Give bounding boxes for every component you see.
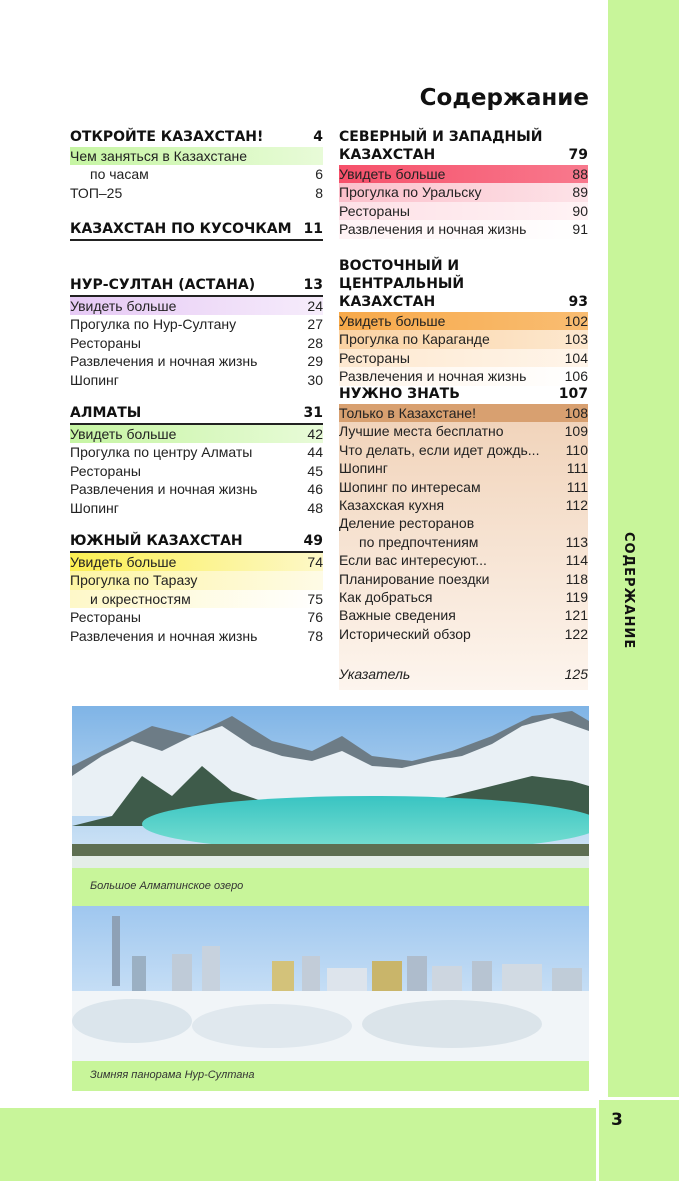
lake-photo-caption	[72, 868, 589, 906]
lake-photo	[72, 706, 589, 868]
toc-entry[interactable]	[339, 514, 588, 532]
toc-entry[interactable]	[339, 349, 588, 367]
entry-page: 122	[564, 625, 588, 642]
page-number-box	[596, 1097, 679, 1181]
entry-label: Шопинг по интересам	[339, 478, 481, 495]
toc-entry[interactable]	[70, 315, 323, 333]
entry-label: Только в Казахстане!	[339, 405, 476, 421]
entry-page: 109	[564, 423, 588, 440]
toc-entry[interactable]	[70, 571, 323, 589]
entry-label: Рестораны	[339, 349, 410, 366]
toc-entry[interactable]	[70, 608, 323, 626]
entry-page: 46	[307, 481, 323, 498]
toc-entry[interactable]	[339, 478, 588, 496]
entry-page: 102	[564, 313, 588, 329]
section-page: 107	[558, 386, 588, 402]
entry-page: 119	[565, 589, 588, 606]
entry-label: по предпочтениям	[359, 533, 479, 550]
toc-entry[interactable]	[70, 553, 323, 571]
entry-label: и окрестностям	[90, 590, 191, 607]
section-page: 4	[313, 129, 323, 145]
toc-entry[interactable]	[70, 425, 323, 443]
section-title: ЮЖНЫЙ КАЗАХСТАН	[70, 533, 243, 549]
toc-entry[interactable]	[70, 297, 323, 315]
entry-page: 6	[315, 166, 323, 183]
toc-entry[interactable]	[70, 184, 323, 202]
toc-entry[interactable]	[339, 625, 588, 643]
entry-label: Исторический обзор	[339, 625, 471, 642]
section-title: АЛМАТЫ	[70, 405, 142, 421]
toc-entry[interactable]	[339, 404, 588, 422]
entry-page: 104	[564, 349, 588, 366]
toc-entry[interactable]	[339, 496, 588, 514]
entry-page: 45	[307, 462, 323, 479]
toc-entry[interactable]	[70, 165, 323, 183]
entry-page: 113	[565, 533, 588, 550]
entry-label: Рестораны	[70, 334, 141, 351]
entry-page: 111	[566, 460, 588, 477]
entry-label: Рестораны	[70, 462, 141, 479]
section-title: КАЗАХСТАН ПО КУСОЧКАМ	[70, 221, 292, 237]
toc-entry[interactable]	[339, 367, 588, 385]
side-section-label: СОДЕРЖАНИЕ	[621, 532, 636, 650]
toc-entry[interactable]	[70, 147, 323, 165]
toc-section-heading[interactable]	[339, 257, 588, 312]
entry-page: 24	[307, 298, 323, 314]
section-page: 49	[303, 533, 323, 549]
toc-entry[interactable]	[70, 480, 323, 498]
entry-label: Что делать, если идет дождь...	[339, 441, 540, 458]
entry-label: ТОП–25	[70, 184, 123, 201]
section-title: ОТКРОЙТЕ КАЗАХСТАН!	[70, 129, 264, 145]
entry-label: Как добраться	[339, 589, 433, 606]
toc-entry[interactable]	[339, 312, 588, 330]
toc-section-heading[interactable]	[70, 128, 323, 147]
toc-entry[interactable]	[70, 627, 323, 645]
toc-entry[interactable]	[70, 590, 323, 608]
entry-page: 90	[572, 202, 588, 219]
toc-entry-index[interactable]	[339, 665, 588, 683]
toc-section	[70, 532, 323, 645]
toc-section	[339, 257, 588, 386]
entry-label: Развлечения и ночная жизнь	[70, 627, 258, 644]
entry-label: по часам	[90, 166, 149, 183]
city-photo-caption	[72, 1061, 589, 1091]
toc-entry[interactable]	[339, 459, 588, 477]
entry-label: Шопинг	[70, 371, 119, 388]
entry-page: 29	[307, 353, 323, 370]
entry-page: 8	[315, 184, 323, 201]
section-page: 13	[303, 277, 323, 293]
toc-entry[interactable]	[339, 441, 588, 459]
entry-label: Чем заняться в Казахстане	[70, 148, 248, 164]
entry-label: Развлечения и ночная жизнь	[70, 481, 258, 498]
toc-entry[interactable]	[70, 499, 323, 517]
entry-label: Деление ресторанов	[339, 515, 475, 532]
side-tab	[608, 0, 679, 1100]
toc-section	[339, 128, 588, 239]
section-title: СЕВЕРНЫЙ И ЗАПАДНЫЙ КАЗАХСТАН	[339, 129, 543, 163]
caption-text: Зимняя панорама Нур-Султана	[90, 1069, 255, 1081]
toc-section-heading[interactable]	[70, 276, 323, 297]
entry-label: Развлечения и ночная жизнь	[339, 221, 527, 238]
entry-page: 91	[572, 221, 588, 238]
entry-label: Прогулка по Караганде	[339, 331, 490, 348]
entry-page: 44	[307, 444, 323, 461]
toc-section-heading[interactable]	[70, 404, 323, 425]
toc-entry[interactable]	[339, 588, 588, 606]
city-photo-illustration	[72, 906, 589, 1061]
footer-band	[0, 1108, 679, 1181]
section-page: 93	[568, 294, 588, 310]
entry-label: Рестораны	[339, 202, 410, 219]
entry-label: Рестораны	[70, 609, 141, 626]
entry-label: Увидеть больше	[339, 166, 446, 182]
toc-entry[interactable]	[339, 220, 588, 238]
section-title: ВОСТОЧНЫЙ И ЦЕНТРАЛЬНЫЙ КАЗАХСТАН	[339, 258, 465, 310]
entry-label: Шопинг	[70, 499, 119, 516]
page-title: Содержание	[419, 85, 589, 111]
toc-section	[70, 276, 323, 389]
entry-page: 76	[307, 609, 323, 626]
entry-page: 75	[307, 590, 323, 607]
entry-page: 28	[307, 334, 323, 351]
entry-page: 89	[572, 184, 588, 201]
section-page: 79	[568, 147, 588, 163]
page-number: 3	[611, 1110, 623, 1130]
entry-label: Указатель	[339, 666, 411, 683]
entry-page: 88	[572, 166, 588, 182]
toc-section-heading[interactable]	[70, 220, 323, 241]
entry-page: 48	[307, 499, 323, 516]
toc-entry[interactable]	[339, 183, 588, 201]
toc-entry[interactable]	[339, 533, 588, 551]
caption-text: Большое Алматинское озеро	[90, 880, 244, 892]
entry-label: Развлечения и ночная жизнь	[339, 368, 527, 385]
entry-page: 27	[307, 316, 323, 333]
entry-page: 111	[566, 478, 588, 495]
entry-label: Казахская кухня	[339, 497, 445, 514]
entry-label: Лучшие места бесплатно	[339, 423, 504, 440]
entry-page: 30	[307, 371, 323, 388]
toc-entry[interactable]	[70, 371, 323, 389]
toc-entry[interactable]	[339, 202, 588, 220]
entry-label: Прогулка по Нур-Султану	[70, 316, 237, 333]
entry-label: Увидеть больше	[70, 298, 177, 314]
entry-label: Если вас интересуют...	[339, 552, 487, 569]
toc-entry[interactable]	[70, 352, 323, 370]
entry-page: 78	[307, 627, 323, 644]
toc-section	[70, 404, 323, 517]
entry-page: 103	[564, 331, 588, 348]
entry-page: 108	[564, 405, 588, 421]
section-title: НУЖНО ЗНАТЬ	[339, 386, 460, 402]
toc-entry[interactable]	[339, 606, 588, 624]
lake-photo-illustration	[72, 706, 589, 868]
entry-page: 114	[565, 552, 588, 569]
entry-page: 125	[564, 666, 588, 683]
entry-page: 110	[565, 441, 588, 458]
toc-section	[70, 128, 323, 202]
toc-entry[interactable]	[339, 551, 588, 569]
entry-label: Прогулка по центру Алматы	[70, 444, 253, 461]
entry-label: Важные сведения	[339, 607, 456, 624]
toc-section-heading[interactable]	[339, 385, 588, 404]
toc-entry[interactable]	[70, 334, 323, 352]
toc-section	[339, 385, 588, 690]
entry-page: 112	[565, 497, 588, 514]
toc-entry[interactable]	[70, 443, 323, 461]
toc-section	[70, 220, 323, 241]
section-page: 31	[303, 405, 323, 421]
section-page: 11	[303, 221, 323, 237]
entry-label: Прогулка по Уральску	[339, 184, 482, 201]
entry-label: Планирование поездки	[339, 570, 490, 587]
entry-label: Увидеть больше	[70, 554, 177, 570]
entry-label: Шопинг	[339, 460, 388, 477]
entry-page: 106	[564, 368, 588, 385]
entry-label: Увидеть больше	[70, 426, 177, 442]
section-title: НУР-СУЛТАН (АСТАНА)	[70, 277, 256, 293]
toc-entry[interactable]	[339, 570, 588, 588]
toc-entry[interactable]	[339, 422, 588, 440]
entry-page: 121	[564, 607, 588, 624]
toc-entry[interactable]	[339, 330, 588, 348]
entry-label: Увидеть больше	[339, 313, 446, 329]
entry-label: Прогулка по Таразу	[70, 572, 198, 589]
entry-label: Развлечения и ночная жизнь	[70, 353, 258, 370]
entry-page: 74	[307, 554, 323, 570]
toc-section-heading[interactable]	[70, 532, 323, 553]
entry-page: 42	[307, 426, 323, 442]
toc-entry[interactable]	[339, 165, 588, 183]
toc-entry[interactable]	[70, 462, 323, 480]
entry-page: 118	[565, 570, 588, 587]
city-photo	[72, 906, 589, 1061]
toc-section-heading[interactable]	[339, 128, 588, 165]
